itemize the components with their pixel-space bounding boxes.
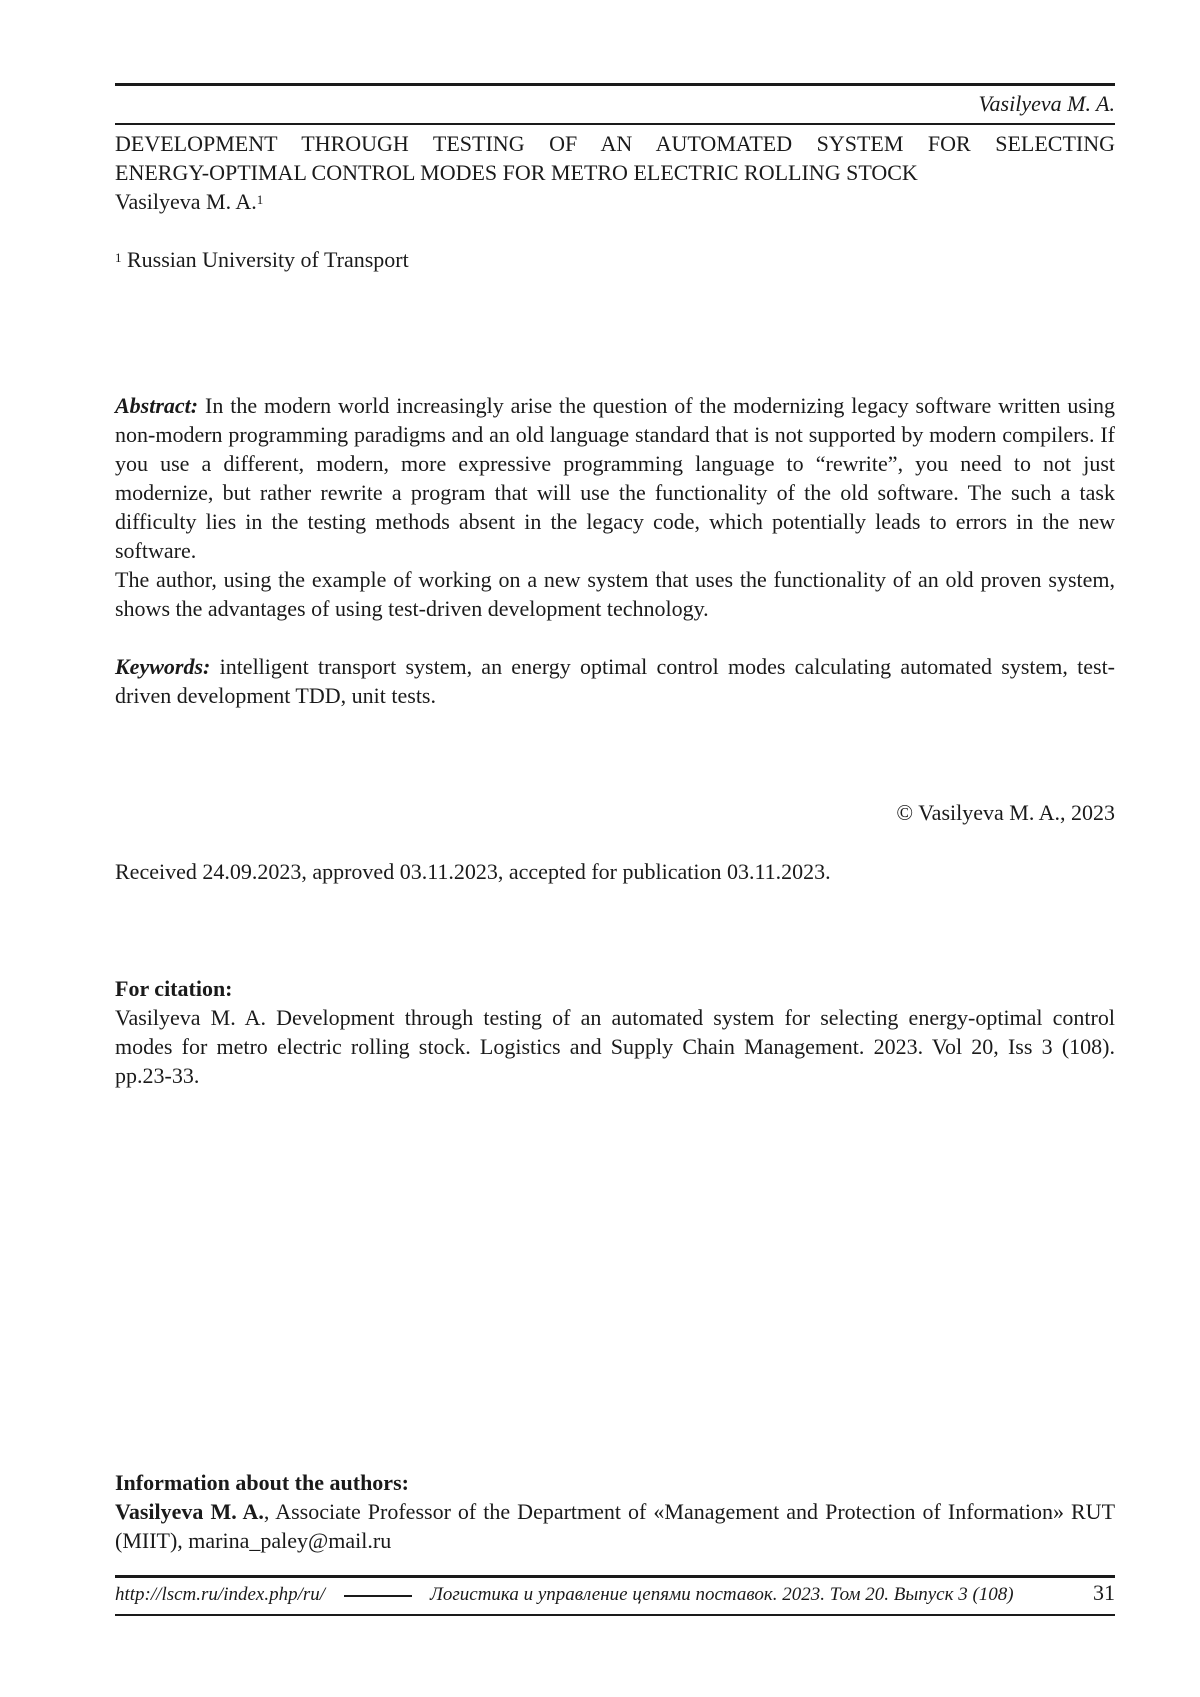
keywords	[115, 652, 1115, 710]
affiliation-mark: 1	[115, 250, 122, 265]
header-bottom-rule	[115, 123, 1115, 125]
footer-separator	[344, 1595, 412, 1597]
authors-info-name: Vasilyeva M. A.	[115, 1499, 264, 1524]
keywords-label: Keywords:	[115, 654, 211, 679]
affiliation-name: Russian University of Transport	[127, 247, 409, 272]
authors-info-text: , Associate Professor of the Department of «Management and Protection of Information» RUT (MIIT), marina_paley@mail.ru	[115, 1499, 1116, 1553]
abstract-paragraph-1: In the modern world increasingly arise the question of the modernizing legacy software written using non-modern programming paradigms and an old language standard that is not supported by modern compilers. If you use a different, modern, more expressive programming language to “rewrite”, you need to not just modernize, but rather rewrite a program that will use the functionality of the old software. The such a task difficulty lies in the testing methods absent in the legacy code, which potentially leads to errors in the new software.	[115, 393, 1115, 563]
author-line	[115, 187, 1115, 216]
running-author: Vasilyeva M. A.	[978, 91, 1115, 116]
abstract-paragraph-2: The author, using the example of working on a new system that uses the functionality of an old proven system, shows the advantages of using test-driven development technology.	[115, 567, 1115, 621]
footer-bottom-rule	[115, 1614, 1115, 1616]
copyright: © Vasilyeva M. A., 2023	[896, 800, 1115, 825]
page-number: 31	[1093, 1580, 1115, 1605]
footer-journal: Логистика и управление цепями поставок. 2023. Том 20. Выпуск 3 (108)	[430, 1584, 1014, 1605]
article-title-line-2: ENERGY-OPTIMAL CONTROL MODES FOR METRO ELECTRIC ROLLING STOCK	[115, 160, 918, 185]
article-title-line-1: DEVELOPMENT THROUGH TESTING OF AN AUTOMATED SYSTEM FOR SELECTING	[115, 131, 1115, 156]
citation-text: Vasilyeva M. A. Development through testing of an automated system for selecting energy-optimal control modes for metro electric rolling stock. Logistics and Supply Chain Management. 2023. Vol 20, Iss 3 (108). pp.23-33.	[115, 1005, 1115, 1088]
footer-url[interactable]: http://lscm.ru/index.php/ru/	[115, 1584, 326, 1605]
received-dates: Received 24.09.2023, approved 03.11.2023, accepted for publication 03.11.2023.	[115, 859, 831, 884]
page	[115, 83, 1115, 1623]
affiliation-line	[115, 245, 1115, 274]
abstract	[115, 391, 1115, 565]
header-top-rule	[115, 83, 1115, 86]
keywords-text: intelligent transport system, an energy optimal control modes calculating automated system, test- driven development TDD, unit tests.	[115, 654, 1116, 708]
footer-top-rule	[115, 1575, 1115, 1578]
authors-info-label: Information about the authors:	[115, 1470, 409, 1495]
page-footer	[115, 1580, 1115, 1612]
abstract-label: Abstract:	[115, 393, 199, 418]
authors-info	[115, 1497, 1115, 1555]
author-name: Vasilyeva M. A.	[115, 189, 257, 214]
citation-label: For citation:	[115, 976, 233, 1001]
author-affiliation-mark: 1	[256, 192, 264, 207]
